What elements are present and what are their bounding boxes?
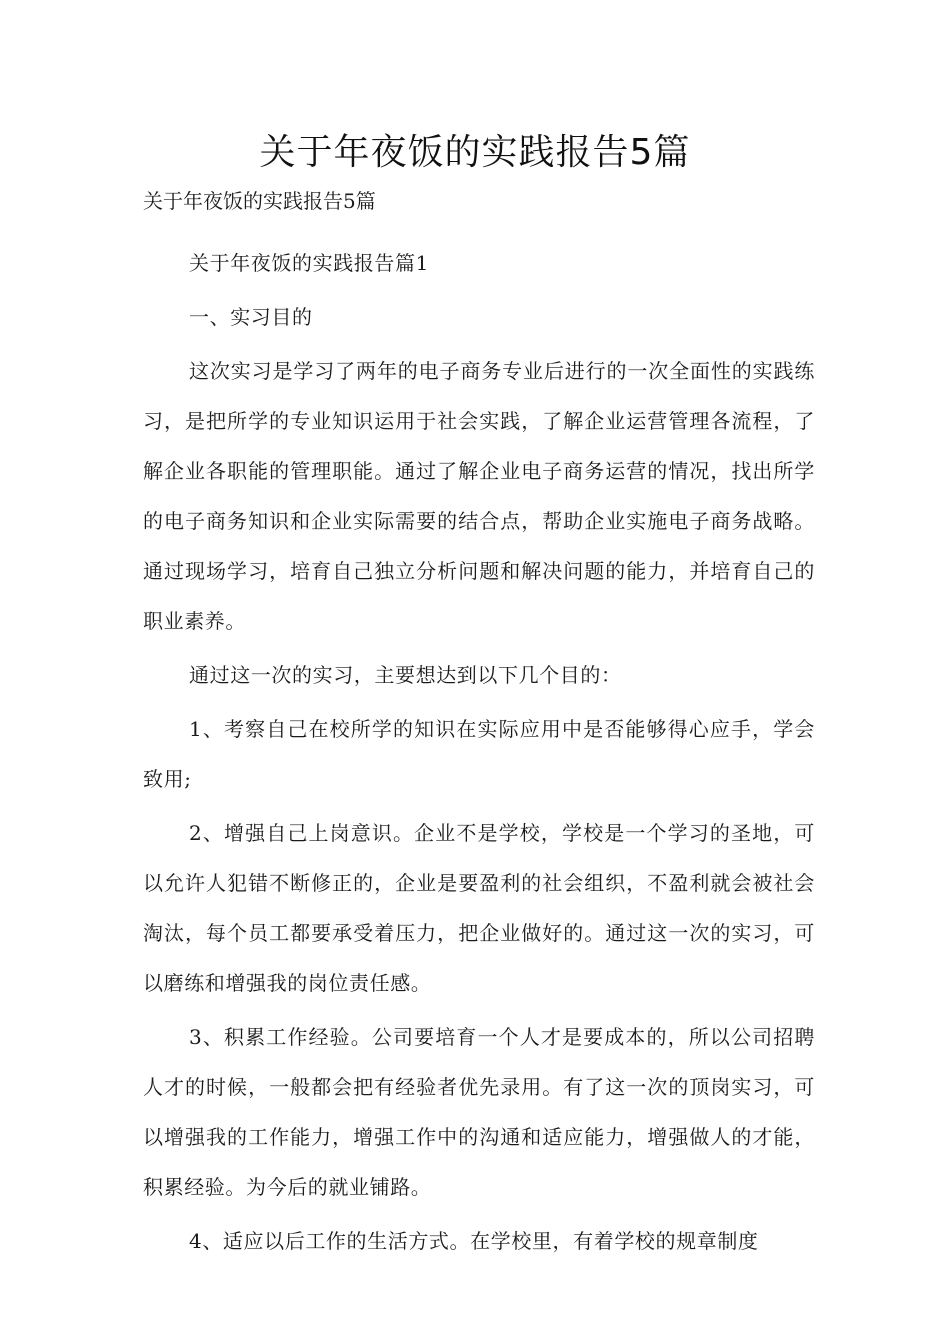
list-item: 1、考察自己在校所学的知识在实际应用中是否能够得心应手，学会致用; [143,717,815,791]
section-heading: 关于年夜饭的实践报告篇1 [189,251,429,275]
list-item: 4、适应以后工作的生活方式。在学校里，有着学校的规章制度 [189,1229,759,1253]
document-title: 关于年夜饭的实践报告5篇 [259,132,691,173]
document-body [143,238,815,1270]
body-paragraph: 这次实习是学习了两年的电子商务专业后进行的一次全面性的实践练习，是把所学的专业知识运用于社会实践，了解企业运营管理各流程，了解企业各职能的管理职能。通过了解企业电子商务运营的情况，找出所学的电子商务知识和企业实际需要的结合点，帮助企业实施电子商务战略。通过现场学习，培育自己独立分析问题和解决问题的能力，并培育自己的职业素养。 [143,359,815,633]
list-item: 3、积累工作经验。公司要培育一个人才是要成本的，所以公司招聘人才的时候，一般都会把有经验者优先录用。有了这一次的顶岗实习，可以增强我的工作能力，增强工作中的沟通和适应能力，增强做人的才能，积累经验。为今后的就业铺路。 [143,1025,815,1199]
list-item: 2、增强自己上岗意识。企业不是学校，学校是一个学习的圣地，可以允许人犯错不断修正的，企业是要盈利的社会组织，不盈利就会被社会淘汰，每个员工都要承受着压力，把企业做好的。通过这一次的实习，可以磨练和增强我的岗位责任感。 [143,821,815,995]
subsection-heading: 一、实习目的 [189,305,313,329]
document-subtitle: 关于年夜饭的实践报告5篇 [143,189,376,213]
body-paragraph: 通过这一次的实习，主要想达到以下几个目的： [189,663,622,687]
